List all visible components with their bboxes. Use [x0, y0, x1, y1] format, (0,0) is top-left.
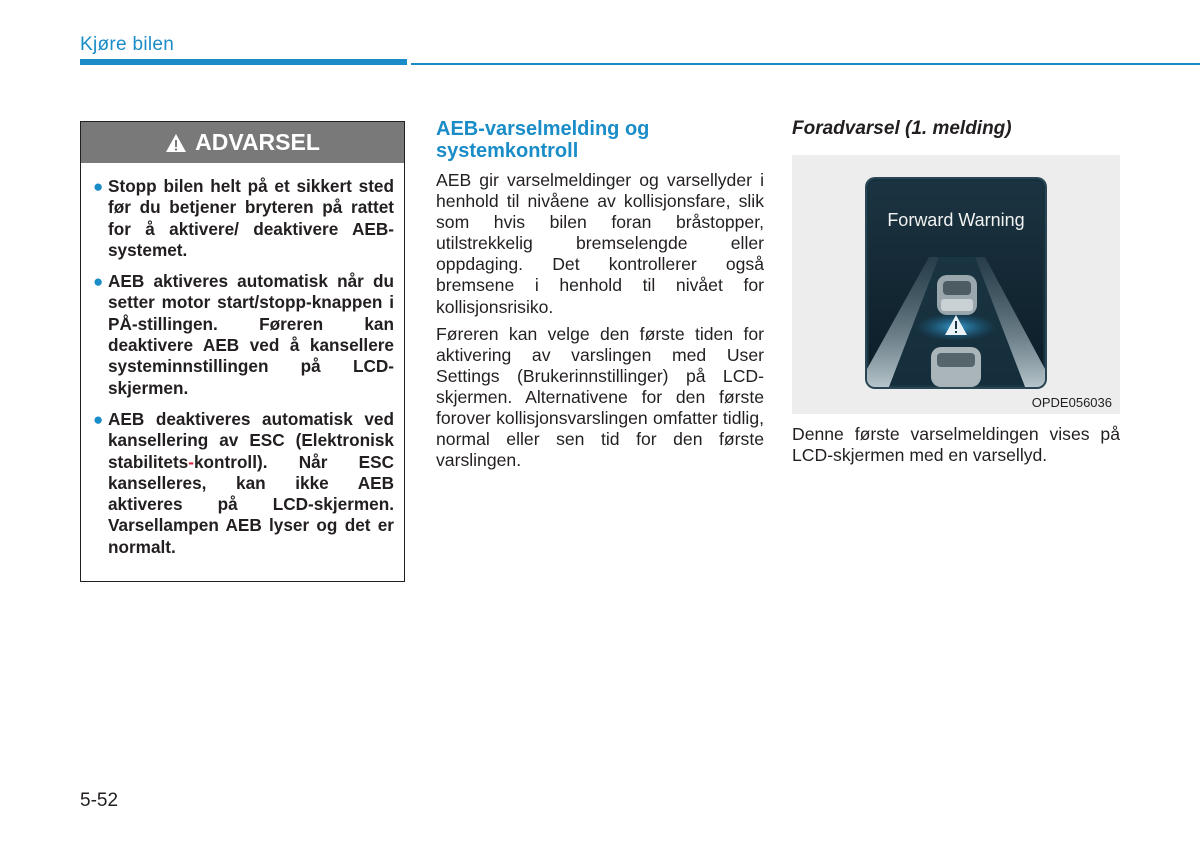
bullet-icon: ● — [93, 409, 104, 429]
figure-frame — [792, 155, 1120, 414]
bullet-icon: ● — [93, 272, 104, 292]
header-rule-thick — [80, 59, 407, 65]
warning-item — [93, 271, 394, 399]
warning-triangle-icon — [165, 133, 187, 153]
warning-item-text-end: kontroll). Når ESC kanselleres, kan ikke AEB aktiveres på LCD-skjermen. Varsellampen AEB lyser og det er normalt. — [108, 451, 394, 557]
warning-item-hyphen: - — [188, 451, 194, 472]
warning-list — [81, 163, 404, 558]
section-paragraph: AEB gir varselmeldinger og varsellyder i henhold til nivåene av kollisjonsfare, slik som hvis bilen foran bråstopper, utilstrekkelig bremselengde eller oppdaging. Det kontrollerer også bremsene i henhold til nivået for kollisjonsrisiko. — [436, 170, 764, 317]
warning-item-text: AEB aktiveres automatisk når du setter motor start/stopp-knappen i PÅ-stillingen. Føreren kan deaktivere AEB ved å kansellere systeminnstillingen på LCD-skjermen. — [108, 271, 394, 398]
lcd-message: Forward Warning — [887, 210, 1025, 230]
bullet-icon: ● — [93, 177, 104, 196]
header-rule-thin — [411, 63, 1200, 65]
figure-column — [792, 118, 1120, 466]
warning-title: ADVARSEL — [195, 129, 320, 155]
figure-code: OPDE056036 — [1031, 395, 1112, 410]
section-column — [436, 118, 764, 471]
chapter-title: Kjøre bilen — [80, 34, 175, 55]
lcd-screen — [867, 179, 1045, 387]
warning-item — [93, 176, 394, 261]
warning-header — [81, 122, 404, 163]
warning-item-text-start: AEB deaktiveres automatisk ved kansellering av ESC (Elektronisk stabilitets — [108, 408, 394, 472]
section-title: AEB-varselmelding og systemkontroll — [436, 118, 650, 162]
figure-subtitle: Foradvarsel (1. melding) — [792, 118, 1012, 139]
warning-item — [93, 409, 394, 558]
figure-caption: Denne første varselmeldingen vises på LCD-skjermen med en varsellyd. — [792, 424, 1120, 466]
page-number: 5-52 — [80, 790, 119, 811]
warning-item-text: Stopp bilen helt på et sikkert sted før du betjener bryteren på rattet for å aktivere/ deaktivere AEB-systemet. — [108, 176, 394, 260]
section-paragraph: Føreren kan velge den første tiden for aktivering av varslingen med User Settings (Brukerinnstillinger) på LCD-skjermen. Alternativene for den første forover kollisjonsvarslingen omfatter tidlig, normal eller sen tid for den første varslingen. — [436, 323, 764, 471]
warning-box — [80, 121, 405, 582]
